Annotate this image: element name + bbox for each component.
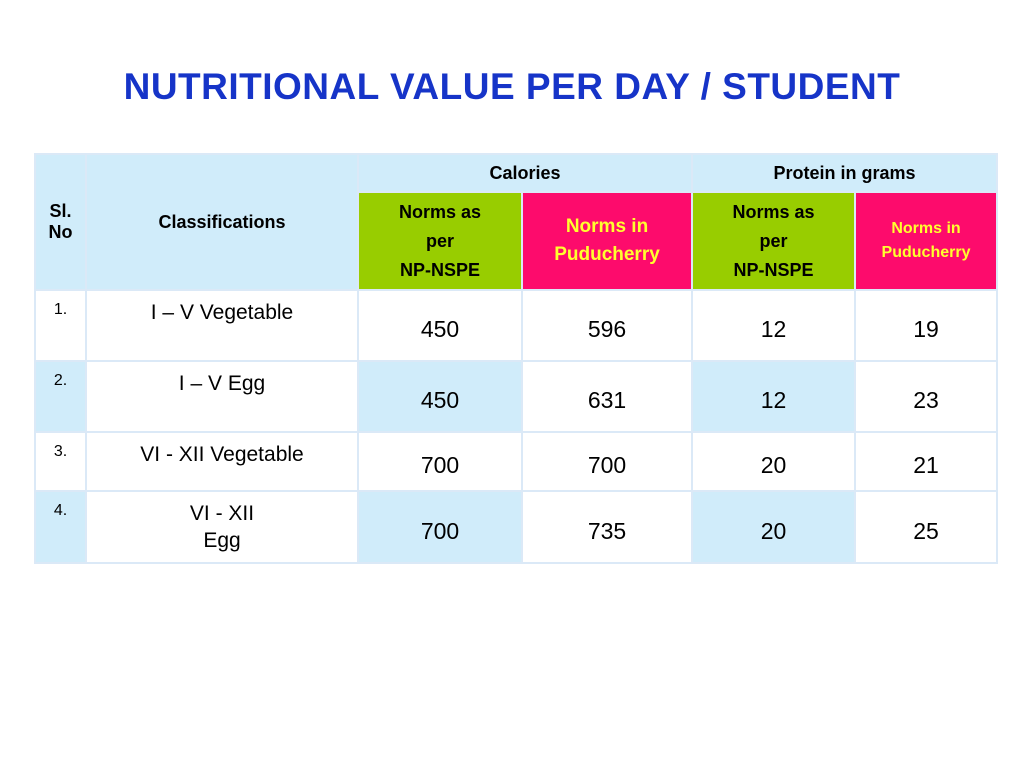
table-row <box>35 290 997 361</box>
header-line: NP-NSPE <box>399 259 480 280</box>
sl-no-cell: 3. <box>35 432 86 491</box>
table-row <box>35 361 997 432</box>
sl-no-cell: 1. <box>35 290 86 361</box>
header-line: Norms in <box>565 216 649 237</box>
calories-np-cell: 700 <box>358 432 522 491</box>
calories-puducherry-header <box>522 192 692 290</box>
classification-cell <box>86 432 358 491</box>
table-row <box>35 491 997 563</box>
protein-np-cell: 12 <box>692 361 855 432</box>
sl-no-header-line: Sl. <box>49 201 72 221</box>
calories-header: Calories <box>358 154 692 192</box>
calories-pdy-cell: 735 <box>522 491 692 563</box>
classifications-header: Classifications <box>86 154 358 290</box>
classification-cell <box>86 290 358 361</box>
sl-no-header <box>35 154 86 290</box>
classification-cell <box>86 361 358 432</box>
calories-np-cell: 450 <box>358 361 522 432</box>
sl-no-cell: 2. <box>35 361 86 432</box>
protein-np-cell: 12 <box>692 290 855 361</box>
header-line: per <box>759 230 788 251</box>
classification-line: I – V Vegetable <box>150 301 294 324</box>
classification-line: Egg <box>203 529 241 552</box>
calories-pdy-cell: 631 <box>522 361 692 432</box>
calories-np-cell: 450 <box>358 290 522 361</box>
classification-line: VI - XII <box>189 502 255 525</box>
protein-pdy-cell: 19 <box>855 290 997 361</box>
protein-header: Protein in grams <box>692 154 997 192</box>
sl-no-header-line: No <box>48 222 73 242</box>
protein-np-nspe-header <box>692 192 855 290</box>
header-row-top <box>35 154 997 192</box>
table-row <box>35 432 997 491</box>
protein-pdy-cell: 25 <box>855 491 997 563</box>
slide-title: NUTRITIONAL VALUE PER DAY / STUDENT <box>123 66 901 107</box>
calories-np-cell: 700 <box>358 491 522 563</box>
protein-pdy-cell: 23 <box>855 361 997 432</box>
header-line: Puducherry <box>554 244 660 265</box>
sl-no-cell: 4. <box>35 491 86 563</box>
protein-puducherry-header <box>855 192 997 290</box>
header-line: Norms as <box>398 201 482 222</box>
calories-np-nspe-header <box>358 192 522 290</box>
calories-pdy-cell: 596 <box>522 290 692 361</box>
protein-pdy-cell: 21 <box>855 432 997 491</box>
header-line: Puducherry <box>881 244 971 261</box>
classification-cell <box>86 491 358 563</box>
header-line: Norms in <box>891 220 961 237</box>
nutrition-table <box>34 153 998 564</box>
classification-line: I – V Egg <box>178 372 266 395</box>
protein-np-cell: 20 <box>692 432 855 491</box>
calories-pdy-cell: 700 <box>522 432 692 491</box>
header-line: Norms as <box>732 201 815 222</box>
header-line: NP-NSPE <box>733 259 814 280</box>
header-line: per <box>425 230 454 251</box>
classification-line: VI - XII Vegetable <box>140 443 304 466</box>
protein-np-cell: 20 <box>692 491 855 563</box>
